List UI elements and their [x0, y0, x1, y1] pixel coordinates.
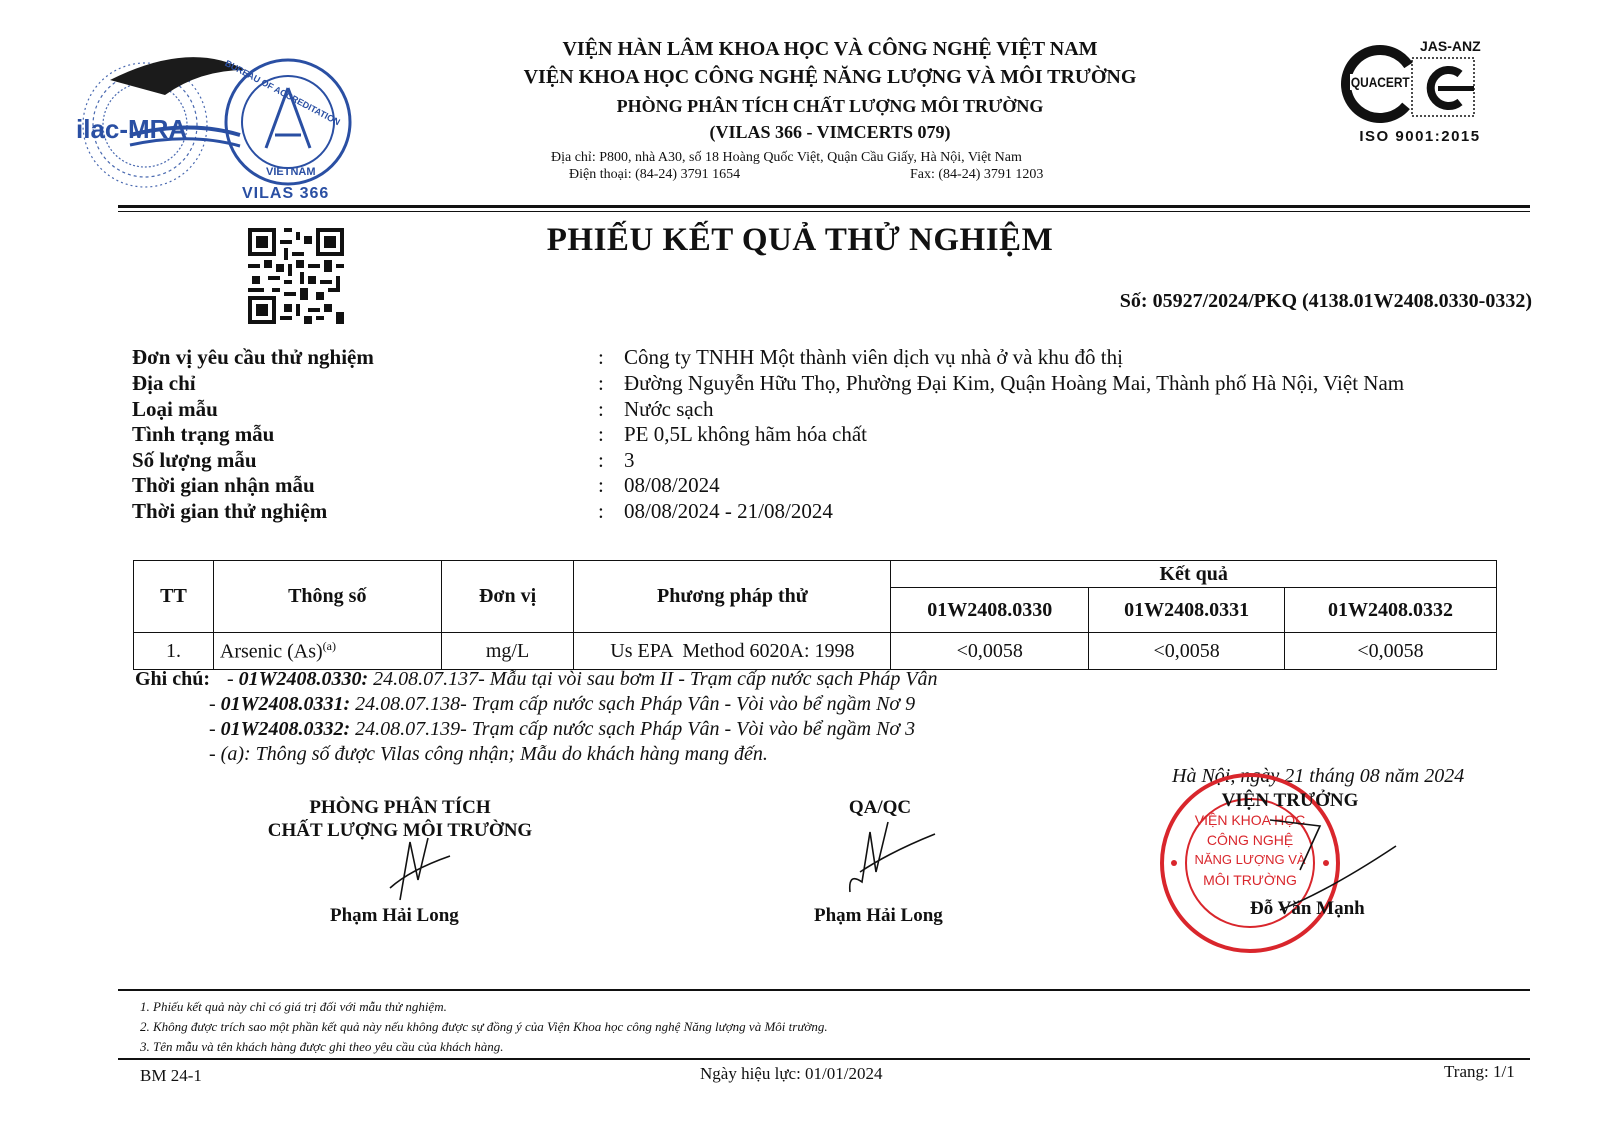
page-number: Trang: 1/1	[1444, 1062, 1515, 1081]
info-label-test-period: Thời gian thử nghiệm	[132, 499, 328, 523]
row-result: <0,0058	[891, 633, 1089, 670]
stamp-line-2: CÔNG NGHỆ	[1206, 832, 1294, 848]
vilas-number: VILAS 366	[242, 185, 330, 202]
header-sample-code: 01W2408.0331	[1089, 588, 1285, 633]
info-colon: :	[598, 397, 604, 421]
institute-line-2: VIỆN KHOA HỌC CÔNG NGHỆ NĂNG LƯỢNG VÀ MÔI TRƯỜNG	[523, 66, 1137, 88]
institute-line-3: PHÒNG PHÂN TÍCH CHẤT LƯỢNG MÔI TRƯỜNG	[616, 96, 1044, 116]
info-colon: :	[598, 371, 604, 395]
quacert-text: QUACERT	[1350, 74, 1410, 90]
footer-note-3: 3. Tên mẫu và tên khách hàng được ghi theo yêu cầu của khách hàng.	[140, 1039, 504, 1054]
lab-signature-title-2: CHẤT LƯỢNG MÔI TRƯỜNG	[267, 820, 533, 841]
info-colon: :	[598, 422, 604, 446]
stamp-line-3: NĂNG LƯỢNG VÀ	[1194, 852, 1306, 867]
results-table	[133, 560, 1497, 670]
header-unit: Đơn vị	[441, 561, 574, 633]
row-result: <0,0058	[1285, 633, 1497, 670]
info-colon: :	[598, 499, 604, 523]
note-item: - 01W2408.0330: 24.08.07.137- Mẫu tại vòi sau bơm II - Trạm cấp nước sạch Pháp Vân	[227, 668, 938, 690]
document-title: PHIẾU KẾT QUẢ THỬ NGHIỆM	[546, 222, 1054, 258]
footer-rule-bottom	[118, 1058, 1530, 1060]
header-parameter: Thông số	[213, 561, 441, 633]
info-label-received-date: Thời gian nhận mẫu	[132, 473, 315, 497]
director-signature-title: VIỆN TRƯỞNG	[1221, 790, 1359, 811]
institute-phone: Điện thoại: (84-24) 3791 1654	[569, 167, 741, 182]
institute-line-1: VIỆN HÀN LÂM KHOA HỌC VÀ CÔNG NGHỆ VIỆT NAM	[562, 38, 1098, 60]
note-code: 01W2408.0331:	[220, 693, 351, 715]
accreditation-logo	[70, 40, 370, 210]
lab-signature-mark	[370, 830, 470, 910]
info-value-requester: Công ty TNHH Một thành viên dịch vụ nhà ở và khu đô thị	[624, 345, 1123, 369]
header-sample-code: 01W2408.0330	[891, 588, 1089, 633]
qaqc-signer-name: Phạm Hải Long	[814, 905, 943, 926]
info-value-sample-condition: PE 0,5L không hãm hóa chất	[624, 422, 868, 446]
info-label-sample-count: Số lượng mẫu	[132, 448, 257, 472]
info-label-sample-type: Loại mẫu	[132, 397, 218, 421]
footer-rule-top	[118, 989, 1530, 991]
director-name: Đỗ Văn Mạnh	[1250, 898, 1365, 919]
accreditation-country: VIETNAM	[266, 166, 316, 178]
iso-standard-text: ISO 9001:2015	[1359, 128, 1481, 145]
note-code: 01W2408.0330:	[238, 668, 369, 690]
row-result: <0,0058	[1089, 633, 1285, 670]
info-colon: :	[598, 345, 604, 369]
header-method: Phương pháp thử	[574, 561, 891, 633]
document-number: Số: 05927/2024/PKQ (4138.01W2408.0330-0332)	[1119, 290, 1532, 312]
header-result: Kết quả	[891, 561, 1497, 588]
info-label-address: Địa chỉ	[132, 371, 196, 395]
stamp-line-1: VIỆN KHOA HỌC	[1194, 812, 1306, 828]
note-text: 24.08.07.139- Trạm cấp nước sạch Pháp Vân - Vòi vào bể ngầm Nơ 3	[350, 718, 916, 740]
institute-address: Địa chỉ: P800, nhà A30, số 18 Hoàng Quốc Việt, Quận Cầu Giấy, Hà Nội, Việt Nam	[551, 150, 1022, 165]
accreditation-ring-text: BUREAU OF ACCREDITATION	[223, 58, 342, 128]
header-rule-thin	[118, 211, 1530, 212]
row-parameter	[213, 633, 441, 670]
info-colon: :	[598, 448, 604, 472]
table-row	[134, 633, 1497, 670]
header-sample-code: 01W2408.0332	[1285, 588, 1497, 633]
info-value-sample-type: Nước sạch	[624, 397, 714, 421]
institute-fax: Fax: (84-24) 3791 1203	[910, 167, 1044, 182]
row-tt: 1.	[134, 633, 214, 670]
info-value-received-date: 08/08/2024	[624, 473, 720, 497]
note-text: 24.08.07.137- Mẫu tại vòi sau bơm II - Trạm cấp nước sạch Pháp Vân	[368, 668, 938, 690]
row-unit: mg/L	[441, 633, 574, 670]
info-label-requester: Đơn vị yêu cầu thử nghiệm	[132, 345, 374, 369]
place-date: Hà Nội, ngày 21 tháng 08 năm 2024	[1172, 765, 1465, 787]
info-colon: :	[598, 473, 604, 497]
row-method: Us EPA Method 6020A: 1998	[574, 633, 891, 670]
qaqc-signature-title: QA/QC	[848, 797, 912, 818]
note-item: - 01W2408.0331: 24.08.07.138- Trạm cấp nước sạch Pháp Vân - Vòi vào bể ngầm Nơ 9	[209, 693, 916, 715]
lab-signature-title-1: PHÒNG PHÂN TÍCH	[309, 797, 491, 818]
iso-certification-logo	[1340, 36, 1510, 151]
ilac-text: ilac-MRA	[76, 114, 188, 144]
note-text: 24.08.07.138- Trạm cấp nước sạch Pháp Vân - Vòi vào bể ngầm Nơ 9	[350, 693, 916, 715]
institute-line-4: (VILAS 366 - VIMCERTS 079)	[709, 122, 951, 142]
info-label-sample-condition: Tình trạng mẫu	[132, 422, 275, 446]
footer-note-2: 2. Không được trích sao một phần kết quả này nếu không được sự đồng ý của Viện Khoa học công nghệ Năng lượng và Môi trường.	[140, 1019, 828, 1034]
stamp-line-4: MÔI TRƯỜNG	[1203, 872, 1297, 888]
header-tt: TT	[134, 561, 214, 633]
info-value-test-period: 08/08/2024 - 21/08/2024	[624, 499, 833, 523]
note-code: 01W2408.0332:	[220, 718, 351, 740]
effective-date: Ngày hiệu lực: 01/01/2024	[700, 1064, 883, 1083]
qaqc-signature-mark	[840, 812, 950, 902]
info-value-sample-count: 3	[624, 448, 635, 472]
form-code: BM 24-1	[140, 1066, 202, 1085]
note-extra: - (a): Thông số được Vilas công nhận; Mẫu do khách hàng mang đến.	[209, 743, 768, 765]
header-rule-thick	[118, 205, 1530, 208]
info-value-address: Đường Nguyễn Hữu Thọ, Phường Đại Kim, Quận Hoàng Mai, Thành phố Hà Nội, Việt Nam	[624, 371, 1405, 395]
jas-anz-text: JAS-ANZ	[1420, 38, 1481, 54]
notes-label: Ghi chú:	[135, 668, 211, 690]
lab-signer-name: Phạm Hải Long	[330, 905, 459, 926]
note-item: - 01W2408.0332: 24.08.07.139- Trạm cấp nước sạch Pháp Vân - Vòi vào bể ngầm Nơ 3	[209, 718, 916, 740]
footer-note-1: 1. Phiếu kết quả này chỉ có giá trị đối với mẫu thử nghiệm.	[140, 999, 447, 1014]
row-parameter-superscript: (a)	[322, 638, 336, 653]
row-parameter-name: Arsenic (As)	[219, 640, 323, 663]
